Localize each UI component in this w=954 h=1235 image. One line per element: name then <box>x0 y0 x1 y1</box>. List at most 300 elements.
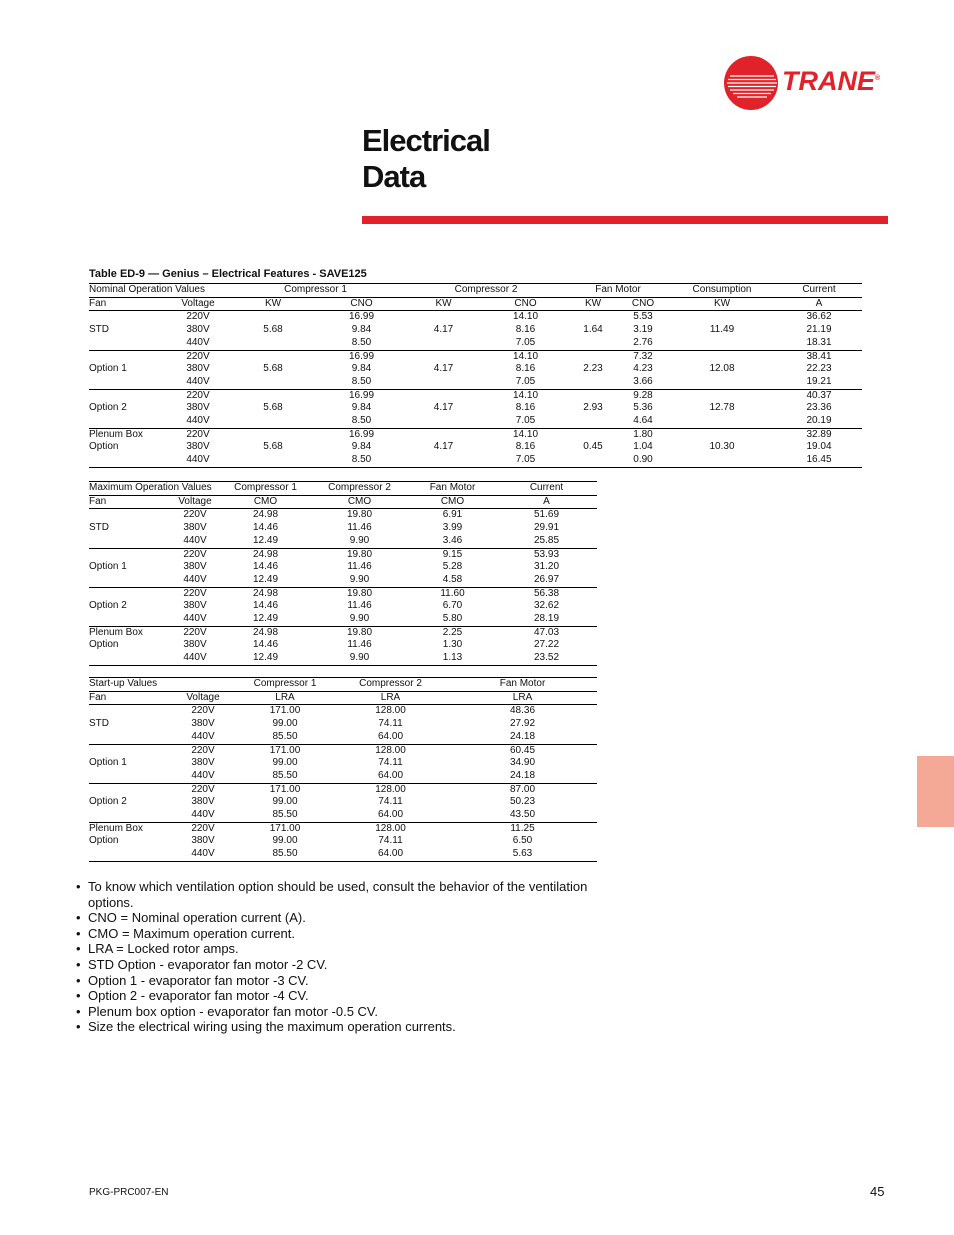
header-cell: Maximum Operation Values <box>89 482 221 496</box>
trane-wordmark: TRANE® <box>782 66 881 96</box>
header-cell: Compressor 1 <box>237 678 333 692</box>
value-cell: 24.18 <box>509 769 536 781</box>
value-cell: 19.80 <box>310 587 409 600</box>
value-cell: 4.64 <box>633 415 653 427</box>
value-cell: 21.19 <box>806 324 832 336</box>
value-cell: 99.00 <box>272 835 298 847</box>
table-row <box>89 428 862 441</box>
value-cell: 5.68 <box>263 402 283 414</box>
value-cell: 4.17 <box>433 324 454 336</box>
header-cell: Voltage <box>169 297 227 311</box>
value-cell: 5.36 <box>633 402 653 414</box>
value-cell: 64.00 <box>377 730 404 742</box>
value-cell: 50.23 <box>509 796 536 808</box>
value-cell: 87.00 <box>448 783 597 796</box>
value-cell: 3.66 <box>633 375 653 387</box>
value-cell: 0.45 <box>583 441 603 453</box>
value-cell: 11.46 <box>347 639 372 651</box>
value-cell: 16.99 <box>319 389 404 402</box>
empty-cell <box>89 548 169 561</box>
value-cell: 85.50 <box>237 848 333 861</box>
value-cell: 9.15 <box>409 548 496 561</box>
empty-cell <box>227 389 319 402</box>
value-cell: 8.50 <box>351 336 372 348</box>
value-cell: 4.58 <box>442 573 463 585</box>
value-cell: 171.00 <box>237 744 333 757</box>
value-cell: 22.23 <box>806 363 832 375</box>
value-cell: 11.25 <box>448 822 597 835</box>
voltage-cell: 440V <box>183 613 207 625</box>
value-cell: 4.23 <box>633 363 653 375</box>
value-cell: 53.93 <box>496 548 597 561</box>
value-cell: 47.03 <box>496 626 597 639</box>
value-cell: 7.32 <box>618 350 668 363</box>
value-cell: 8.50 <box>351 375 372 387</box>
empty-cell <box>89 731 169 744</box>
empty-cell <box>404 415 483 428</box>
value-cell: 3.46 <box>442 534 463 546</box>
page-title <box>362 123 490 195</box>
empty-cell <box>89 770 169 783</box>
voltage-cell: 380V <box>183 600 207 612</box>
value-cell: 19.80 <box>310 626 409 639</box>
value-cell: 74.11 <box>378 835 403 847</box>
empty-cell <box>668 454 776 467</box>
voltage-cell: 380V <box>186 324 210 336</box>
table-header-row <box>89 691 597 705</box>
value-cell: 11.60 <box>409 587 496 600</box>
value-cell: 7.05 <box>483 454 568 467</box>
value-cell: 3.99 <box>442 522 463 534</box>
voltage-cell: 380V <box>183 522 207 534</box>
value-cell: 11.46 <box>347 522 372 534</box>
header-cell: LRA <box>448 691 597 705</box>
table-row <box>89 705 597 718</box>
value-cell: 8.50 <box>351 415 372 427</box>
table-row <box>89 731 597 744</box>
value-cell: 12.78 <box>709 402 735 414</box>
table-row <box>89 415 862 428</box>
value-cell: 1.13 <box>409 652 496 665</box>
value-cell: 128.00 <box>375 705 406 717</box>
value-cell: 9.90 <box>310 652 409 665</box>
value-cell: 8.16 <box>515 324 536 336</box>
notes-list <box>76 879 596 1035</box>
value-cell: 64.00 <box>377 769 404 781</box>
table-row <box>89 454 862 467</box>
header-cell: Fan <box>89 691 169 705</box>
voltage-cell: 220V <box>169 744 237 757</box>
empty-cell <box>404 376 483 389</box>
table-row <box>89 613 597 626</box>
table-row <box>89 561 597 574</box>
value-cell: 3.19 <box>633 324 653 336</box>
table-row <box>89 574 597 587</box>
value-cell: 85.50 <box>272 730 298 742</box>
empty-cell <box>668 337 776 350</box>
value-cell: 14.10 <box>512 311 539 323</box>
table-row <box>89 848 597 861</box>
empty-cell <box>404 428 483 441</box>
value-cell: 1.30 <box>442 639 463 651</box>
value-cell: 12.08 <box>709 363 735 375</box>
fan-type-label: Option <box>89 441 119 453</box>
voltage-cell: 440V <box>191 769 215 781</box>
header-cell: Voltage <box>169 495 221 509</box>
value-cell: 12.49 <box>252 573 279 585</box>
value-cell: 5.80 <box>442 613 463 625</box>
fan-type-label: STD <box>89 522 109 534</box>
header-cell: Compressor 1 <box>221 482 310 496</box>
voltage-cell: 220V <box>169 587 221 600</box>
value-cell: 16.99 <box>319 428 404 441</box>
value-cell: 12.49 <box>252 613 279 625</box>
value-cell: 5.53 <box>633 311 653 323</box>
table-row <box>89 402 862 415</box>
value-cell: 64.00 <box>333 848 448 861</box>
empty-cell <box>89 744 169 757</box>
empty-cell <box>227 376 319 389</box>
value-cell: 171.00 <box>237 822 333 835</box>
header-cell: CNO <box>319 297 404 311</box>
fan-type-label: Option 1 <box>89 363 127 375</box>
empty-cell <box>568 415 618 428</box>
value-cell: 16.99 <box>348 311 375 323</box>
value-cell: 5.68 <box>263 441 283 453</box>
page-title-line2: Data <box>362 159 426 194</box>
value-cell: 19.80 <box>310 548 409 561</box>
header-cell: Compressor 2 <box>310 482 409 496</box>
value-cell: 5.63 <box>448 848 597 861</box>
page-title-line1: Electrical <box>362 123 490 158</box>
empty-cell <box>89 574 169 587</box>
voltage-cell: 440V <box>169 652 221 665</box>
header-cell: Fan Motor <box>409 482 496 496</box>
value-cell: 74.11 <box>378 757 403 769</box>
fan-type-label: Option 2 <box>89 402 127 414</box>
empty-cell <box>668 350 776 363</box>
value-cell: 1.04 <box>633 441 653 453</box>
value-cell: 40.37 <box>776 389 862 402</box>
empty-cell <box>89 848 169 861</box>
empty-cell <box>404 454 483 467</box>
document-code: PKG-PRC007-EN <box>89 1187 169 1198</box>
value-cell: 14.10 <box>483 428 568 441</box>
value-cell: 6.50 <box>512 835 533 847</box>
voltage-cell: 380V <box>186 402 210 414</box>
fan-type-label: STD <box>89 324 109 336</box>
voltage-cell: 220V <box>169 548 221 561</box>
value-cell: 6.70 <box>442 600 463 612</box>
value-cell: 11.49 <box>709 324 735 336</box>
value-cell: 64.00 <box>377 809 404 821</box>
fan-type-label: Option 1 <box>89 561 127 573</box>
empty-cell <box>89 454 169 467</box>
value-cell: 8.50 <box>319 454 404 467</box>
fan-type-label: Option <box>89 639 119 651</box>
value-cell: 14.46 <box>252 639 279 651</box>
value-cell: 48.36 <box>509 705 536 717</box>
value-cell: 9.84 <box>351 402 372 414</box>
empty-cell <box>568 350 618 363</box>
voltage-cell: 220V <box>183 509 207 521</box>
empty-cell <box>227 428 319 441</box>
empty-cell <box>89 783 169 796</box>
header-cell: Current <box>776 284 862 298</box>
empty-cell <box>404 311 483 324</box>
value-cell: 19.80 <box>346 509 373 521</box>
value-cell: 16.99 <box>319 350 404 363</box>
empty-cell <box>89 587 169 600</box>
voltage-cell: 220V <box>169 626 221 639</box>
value-cell: 14.46 <box>252 522 279 534</box>
header-cell: CMO <box>409 495 496 509</box>
header-cell: Compressor 1 <box>227 284 404 298</box>
startup-values-table <box>89 677 597 862</box>
table-row <box>89 796 597 809</box>
value-cell: 8.16 <box>515 363 536 375</box>
value-cell: 128.00 <box>333 822 448 835</box>
value-cell: 29.91 <box>533 522 560 534</box>
value-cell: 24.98 <box>252 509 279 521</box>
trane-logo <box>722 54 890 112</box>
empty-cell <box>568 454 618 467</box>
voltage-cell: 380V <box>183 561 207 573</box>
voltage-cell: 380V <box>191 718 215 730</box>
table-row <box>89 809 597 822</box>
empty-cell <box>404 337 483 350</box>
value-cell: 24.98 <box>221 587 310 600</box>
nominal-operation-table <box>89 283 862 468</box>
header-cell: LRA <box>333 691 448 705</box>
header-cell: Fan <box>89 297 169 311</box>
voltage-cell: 440V <box>186 415 210 427</box>
value-cell: 14.46 <box>252 600 279 612</box>
empty-cell <box>568 311 618 324</box>
voltage-cell: 440V <box>169 454 227 467</box>
note-item: • Option 2 - evaporator fan motor -4 CV. <box>76 988 596 1004</box>
table-row <box>89 639 597 652</box>
voltage-cell: 440V <box>186 375 210 387</box>
note-item: • Plenum box option - evaporator fan motor -0.5 CV. <box>76 1004 596 1020</box>
header-cell: Compressor 2 <box>404 284 568 298</box>
table-row <box>89 324 862 337</box>
value-cell: 27.92 <box>509 718 536 730</box>
value-cell: 18.31 <box>806 336 832 348</box>
value-cell: 4.17 <box>433 402 454 414</box>
empty-cell <box>668 428 776 441</box>
fan-type-label: Plenum Box <box>89 626 169 639</box>
fan-type-label: Option 2 <box>89 796 127 808</box>
header-cell: Nominal Operation Values <box>89 284 227 298</box>
empty-cell <box>227 415 319 428</box>
value-cell: 14.10 <box>483 389 568 402</box>
table-row <box>89 600 597 613</box>
value-cell: 12.49 <box>221 652 310 665</box>
value-cell: 9.84 <box>351 363 372 375</box>
header-cell: LRA <box>237 691 333 705</box>
fan-type-label: Option <box>89 835 119 847</box>
voltage-cell: 220V <box>169 428 227 441</box>
value-cell: 14.46 <box>252 561 279 573</box>
value-cell: 7.05 <box>515 375 536 387</box>
value-cell: 9.84 <box>351 324 372 336</box>
voltage-cell: 380V <box>191 796 215 808</box>
table-row <box>89 718 597 731</box>
header-cell: Fan Motor <box>568 284 668 298</box>
empty-cell <box>89 705 169 718</box>
voltage-cell: 220V <box>169 822 237 835</box>
value-cell: 9.90 <box>349 613 370 625</box>
voltage-cell: 220V <box>169 350 227 363</box>
value-cell: 128.00 <box>333 783 448 796</box>
value-cell: 24.98 <box>221 626 310 639</box>
empty-cell <box>89 509 169 522</box>
note-item: • CMO = Maximum operation current. <box>76 926 596 942</box>
table-row <box>89 626 597 639</box>
table-row <box>89 337 862 350</box>
table1-caption: Table ED-9 — Genius – Electrical Features - SAVE125 <box>89 268 367 280</box>
value-cell: 99.00 <box>272 796 298 808</box>
empty-cell <box>568 376 618 389</box>
header-cell: CNO <box>483 297 568 311</box>
table-header-row <box>89 284 862 298</box>
header-cell: Current <box>496 482 597 496</box>
value-cell: 28.19 <box>533 613 560 625</box>
value-cell: 2.93 <box>583 402 603 414</box>
voltage-cell: 440V <box>191 730 215 742</box>
voltage-cell: 440V <box>186 336 210 348</box>
empty-cell <box>227 337 319 350</box>
header-cell: KW <box>227 297 319 311</box>
table-row <box>89 389 862 402</box>
value-cell: 5.68 <box>263 363 283 375</box>
value-cell: 23.36 <box>806 402 832 414</box>
voltage-cell: 380V <box>186 363 210 375</box>
table-row <box>89 822 597 835</box>
header-cell: CMO <box>310 495 409 509</box>
header-cell: Voltage <box>169 691 237 705</box>
empty-cell <box>89 652 169 665</box>
voltage-cell: 380V <box>183 639 207 651</box>
value-cell: 5.28 <box>442 561 463 573</box>
voltage-cell: 440V <box>183 534 207 546</box>
value-cell: 7.05 <box>515 336 536 348</box>
empty-cell <box>668 389 776 402</box>
table-row <box>89 522 597 535</box>
table-row <box>89 835 597 848</box>
value-cell: 171.00 <box>269 705 301 717</box>
note-item: • CNO = Nominal operation current (A). <box>76 910 596 926</box>
header-cell: Start-up Values <box>89 678 237 692</box>
voltage-cell: 220V <box>186 311 210 323</box>
value-cell: 32.89 <box>776 428 862 441</box>
value-cell: 9.90 <box>349 573 370 585</box>
empty-cell <box>89 311 169 324</box>
value-cell: 32.62 <box>533 600 560 612</box>
header-cell: Consumption <box>668 284 776 298</box>
fan-type-label: STD <box>89 718 109 730</box>
voltage-cell: 380V <box>191 757 215 769</box>
empty-cell <box>89 337 169 350</box>
value-cell: 99.00 <box>272 718 298 730</box>
value-cell: 2.23 <box>583 363 603 375</box>
voltage-cell: 220V <box>169 783 237 796</box>
header-cell: Compressor 2 <box>333 678 448 692</box>
value-cell: 9.28 <box>618 389 668 402</box>
section-side-tab <box>917 756 954 827</box>
empty-cell <box>404 350 483 363</box>
header-cell: KW <box>668 297 776 311</box>
value-cell: 16.45 <box>776 454 862 467</box>
table-row <box>89 770 597 783</box>
header-cell: CNO <box>618 297 668 311</box>
voltage-cell: 380V <box>191 835 215 847</box>
value-cell: 85.50 <box>272 769 298 781</box>
value-cell: 26.97 <box>533 573 560 585</box>
fan-type-label: Plenum Box <box>89 428 169 441</box>
value-cell: 1.80 <box>618 428 668 441</box>
value-cell: 7.05 <box>515 415 536 427</box>
value-cell: 11.46 <box>347 561 372 573</box>
empty-cell <box>89 613 169 626</box>
voltage-cell: 220V <box>191 705 215 717</box>
value-cell: 36.62 <box>806 311 832 323</box>
empty-cell <box>568 337 618 350</box>
value-cell: 19.04 <box>806 441 832 453</box>
note-item: • Option 1 - evaporator fan motor -3 CV. <box>76 973 596 989</box>
empty-cell <box>668 415 776 428</box>
empty-cell <box>668 311 776 324</box>
value-cell: 10.30 <box>709 441 735 453</box>
table-row <box>89 509 597 522</box>
value-cell: 1.64 <box>583 324 603 336</box>
table-row <box>89 441 862 454</box>
header-cell: Fan <box>89 495 169 509</box>
value-cell: 74.11 <box>378 796 403 808</box>
value-cell: 25.85 <box>533 534 560 546</box>
table-row <box>89 587 597 600</box>
value-cell: 85.50 <box>272 809 298 821</box>
value-cell: 9.84 <box>351 441 372 453</box>
header-cell: Fan Motor <box>448 678 597 692</box>
table-row <box>89 744 597 757</box>
value-cell: 27.22 <box>533 639 560 651</box>
empty-cell <box>89 389 169 402</box>
value-cell: 51.69 <box>533 509 560 521</box>
header-cell: A <box>776 297 862 311</box>
value-cell: 128.00 <box>333 744 448 757</box>
value-cell: 171.00 <box>237 783 333 796</box>
value-cell: 56.38 <box>496 587 597 600</box>
voltage-cell: 220V <box>169 389 227 402</box>
value-cell: 24.18 <box>509 730 536 742</box>
voltage-cell: 380V <box>186 441 210 453</box>
table-header-row <box>89 678 597 692</box>
header-cell: KW <box>404 297 483 311</box>
page-number: 45 <box>870 1184 885 1199</box>
value-cell: 14.10 <box>483 350 568 363</box>
table-row <box>89 757 597 770</box>
value-cell: 12.49 <box>252 534 279 546</box>
maximum-operation-table <box>89 481 597 666</box>
value-cell: 2.76 <box>633 336 653 348</box>
table-row <box>89 363 862 376</box>
empty-cell <box>89 809 169 822</box>
value-cell: 60.45 <box>448 744 597 757</box>
trane-logo-mark <box>722 54 782 112</box>
value-cell: 6.91 <box>442 509 463 521</box>
